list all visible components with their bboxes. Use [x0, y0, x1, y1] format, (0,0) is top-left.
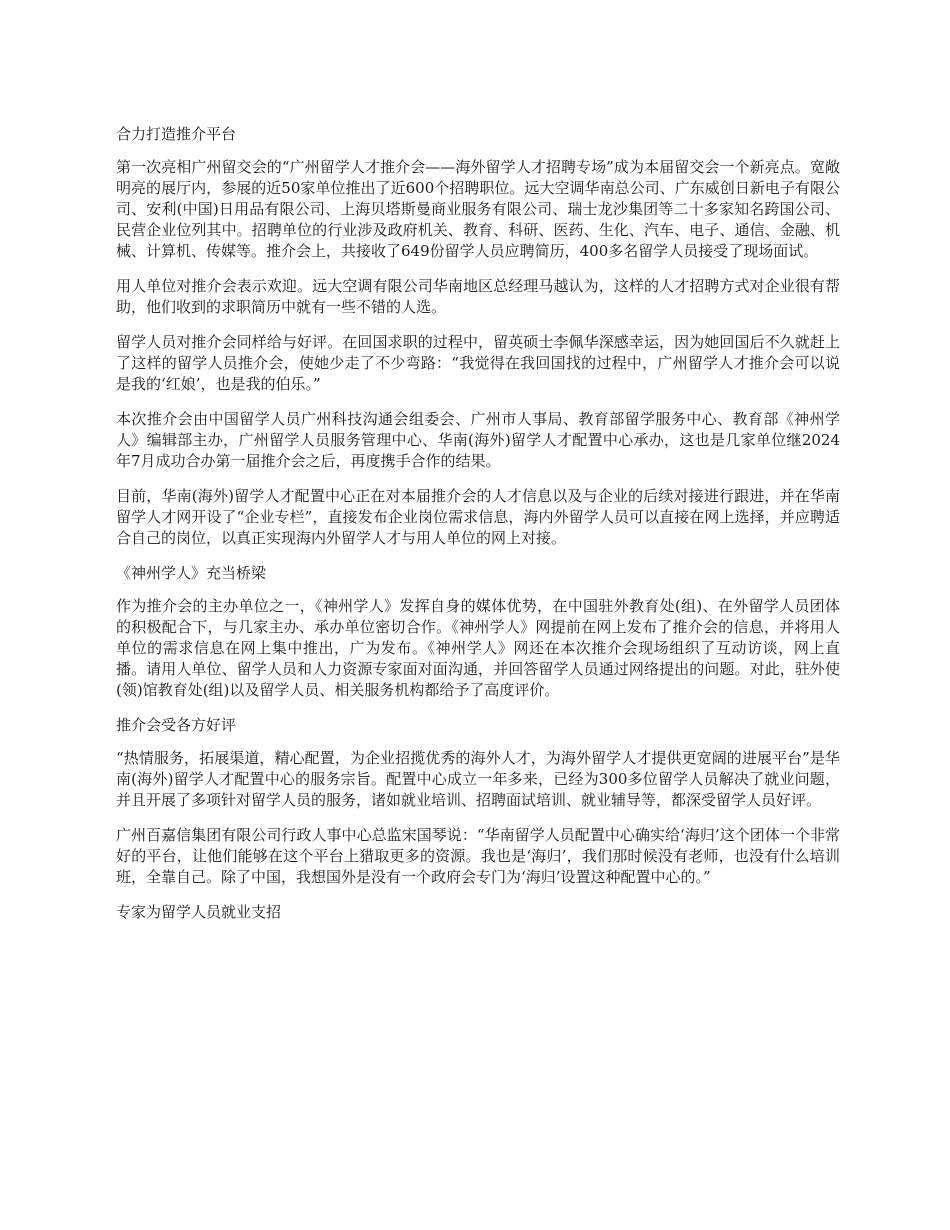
document-body: [116, 124, 840, 935]
paragraph: 本次推介会由中国留学人员广州科技沟通会组委会、广州市人事局、教育部留学服务中心、教育部《神州学人》编辑部主办，广州留学人员服务管理中心、华南(海外)留学人才配置中心承办，这也是几家单位继2024年7月成功合办第一届推介会之后，再度携手合作的结果。: [116, 410, 840, 470]
section-heading-4: 专家为留学人员就业支招: [116, 903, 282, 921]
section-heading-3: 推介会受各方好评: [116, 716, 237, 734]
paragraph: 目前，华南(海外)留学人才配置中心正在对本届推介会的人才信息以及与企业的后续对接进行跟进，并在华南留学人才网开设了“企业专栏”，直接发布企业岗位需求信息，海内外留学人员可以直接在网上选择，并应聘适合自己的岗位，以真正实现海内外留学人才与用人单位的网上对接。: [116, 487, 840, 547]
paragraph: 作为推介会的主办单位之一，《神州学人》发挥自身的媒体优势，在中国驻外教育处(组)、在外留学人员团体的积极配合下，与几家主办、承办单位密切合作。《神州学人》网提前在网上发布了推介会的信息，并将用人单位的需求信息在网上集中推出，广为发布。《神州学人》网还在本次推介会现场组织了互动访谈，网上直播。请用人单位、留学人员和人力资源专家面对面沟通，并回答留学人员通过网络提出的问题。对此，驻外使(领)馆教育处(组)以及留学人员、相关服务机构都给予了高度评价。: [116, 597, 840, 699]
paragraph: 用人单位对推介会表示欢迎。远大空调有限公司华南地区总经理马越认为，这样的人才招聘方式对企业很有帮助，他们收到的求职简历中就有一些不错的人选。: [116, 277, 840, 316]
section-heading-1: 合力打造推介平台: [116, 125, 237, 143]
section-heading-2: 《神州学人》充当桥梁: [116, 564, 267, 582]
paragraph: 第一次亮相广州留交会的“广州留学人才推介会——海外留学人才招聘专场”成为本届留交会一个新亮点。宽敞明亮的展厅内，参展的近50家单位推出了近600个招聘职位。远大空调华南总公司、广东威创日新电子有限公司、安利(中国)日用品有限公司、上海贝塔斯曼商业服务有限公司、瑞士龙沙集团等二十多家知名跨国公司、民营企业位列其中。招聘单位的行业涉及政府机关、教育、科研、医药、生化、汽车、电子、通信、金融、机械、计算机、传媒等。推介会上，共接收了649份留学人员应聘简历，400多名留学人员接受了现场面试。: [116, 158, 840, 260]
paragraph: 广州百嘉信集团有限公司行政人事中心总监宋国琴说：“华南留学人员配置中心确实给‘海归’这个团体一个非常好的平台，让他们能够在这个平台上猎取更多的资源。我也是‘海归’，我们那时候没有老师，也没有什么培训班，全靠自己。除了中国，我想国外是没有一个政府会专门为‘海归’设置这种配置中心的。”: [116, 826, 840, 886]
paragraph: 留学人员对推介会同样给与好评。在回国求职的过程中，留英硕士李佩华深感幸运，因为她回国后不久就赶上了这样的留学人员推介会，使她少走了不少弯路：“我觉得在我回国找的过程中，广州留学人才推介会可以说是我的‘红娘’，也是我的伯乐。”: [116, 333, 840, 393]
paragraph: “热情服务，拓展渠道，精心配置，为企业招揽优秀的海外人才，为海外留学人才提供更宽阔的进展平台”是华南(海外)留学人才配置中心的服务宗旨。配置中心成立一年多来，已经为300多位留学人员解决了就业问题，并且开展了多项针对留学人员的服务，诸如就业培训、招聘面试培训、就业辅导等，都深受留学人员好评。: [116, 749, 840, 809]
